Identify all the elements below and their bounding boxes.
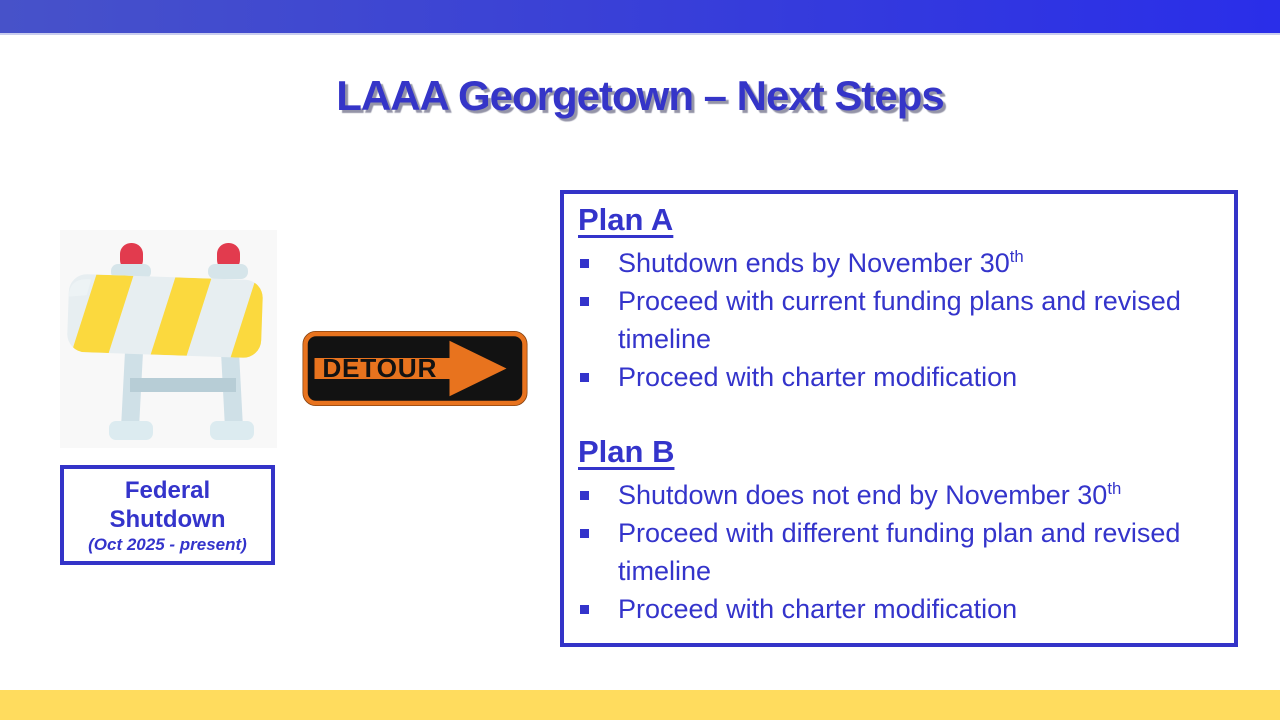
ordinal-suffix: th [1107,479,1122,498]
plan-b-heading: Plan B [578,434,675,469]
slide-title: LAAA Georgetown – Next Steps [336,72,944,119]
bullet-text: Proceed with current funding plans and revised timeline [618,286,1181,354]
plan-a-section [578,198,1220,396]
plan-a-bullet-2 [578,282,1220,358]
bullet-square-icon [580,605,589,614]
plan-b-bullet-1 [578,476,1220,514]
plan-a-heading: Plan A [578,202,674,237]
federal-shutdown-line1: Federal [124,477,211,504]
top-accent-bar [0,0,1280,35]
bullet-text: Proceed with different funding plan and revised timeline [618,518,1181,586]
bullet-square-icon [580,259,589,268]
plan-a-bullet-list [578,244,1220,396]
bullet-square-icon [580,491,589,500]
bottom-accent-bar [0,690,1280,720]
bullet-text: Proceed with charter modification [618,362,1018,392]
bullet-text: Proceed with charter modification [618,594,1018,624]
bullet-text: Shutdown ends by November 30 [618,248,1010,278]
federal-shutdown-line2: Shutdown [109,506,226,533]
bullet-square-icon [580,297,589,306]
plan-b-bullet-2 [578,514,1220,590]
plan-a-bullet-3 [578,358,1220,396]
plan-a-bullet-1 [578,244,1220,282]
bullet-square-icon [580,373,589,382]
bullet-text: Shutdown does not end by November 30 [618,480,1108,510]
construction-barrier-icon [60,230,277,448]
detour-sign [302,331,528,406]
plan-b-section [578,430,1220,628]
plan-b-bullet-list [578,476,1220,628]
detour-sign-text: DETOUR [322,352,438,383]
federal-shutdown-dates: (Oct 2025 - present) [88,535,247,554]
plan-b-bullet-3 [578,590,1220,628]
bullet-square-icon [580,529,589,538]
plans-box [560,190,1238,647]
federal-shutdown-label-box [60,465,275,565]
ordinal-suffix: th [1009,247,1024,266]
